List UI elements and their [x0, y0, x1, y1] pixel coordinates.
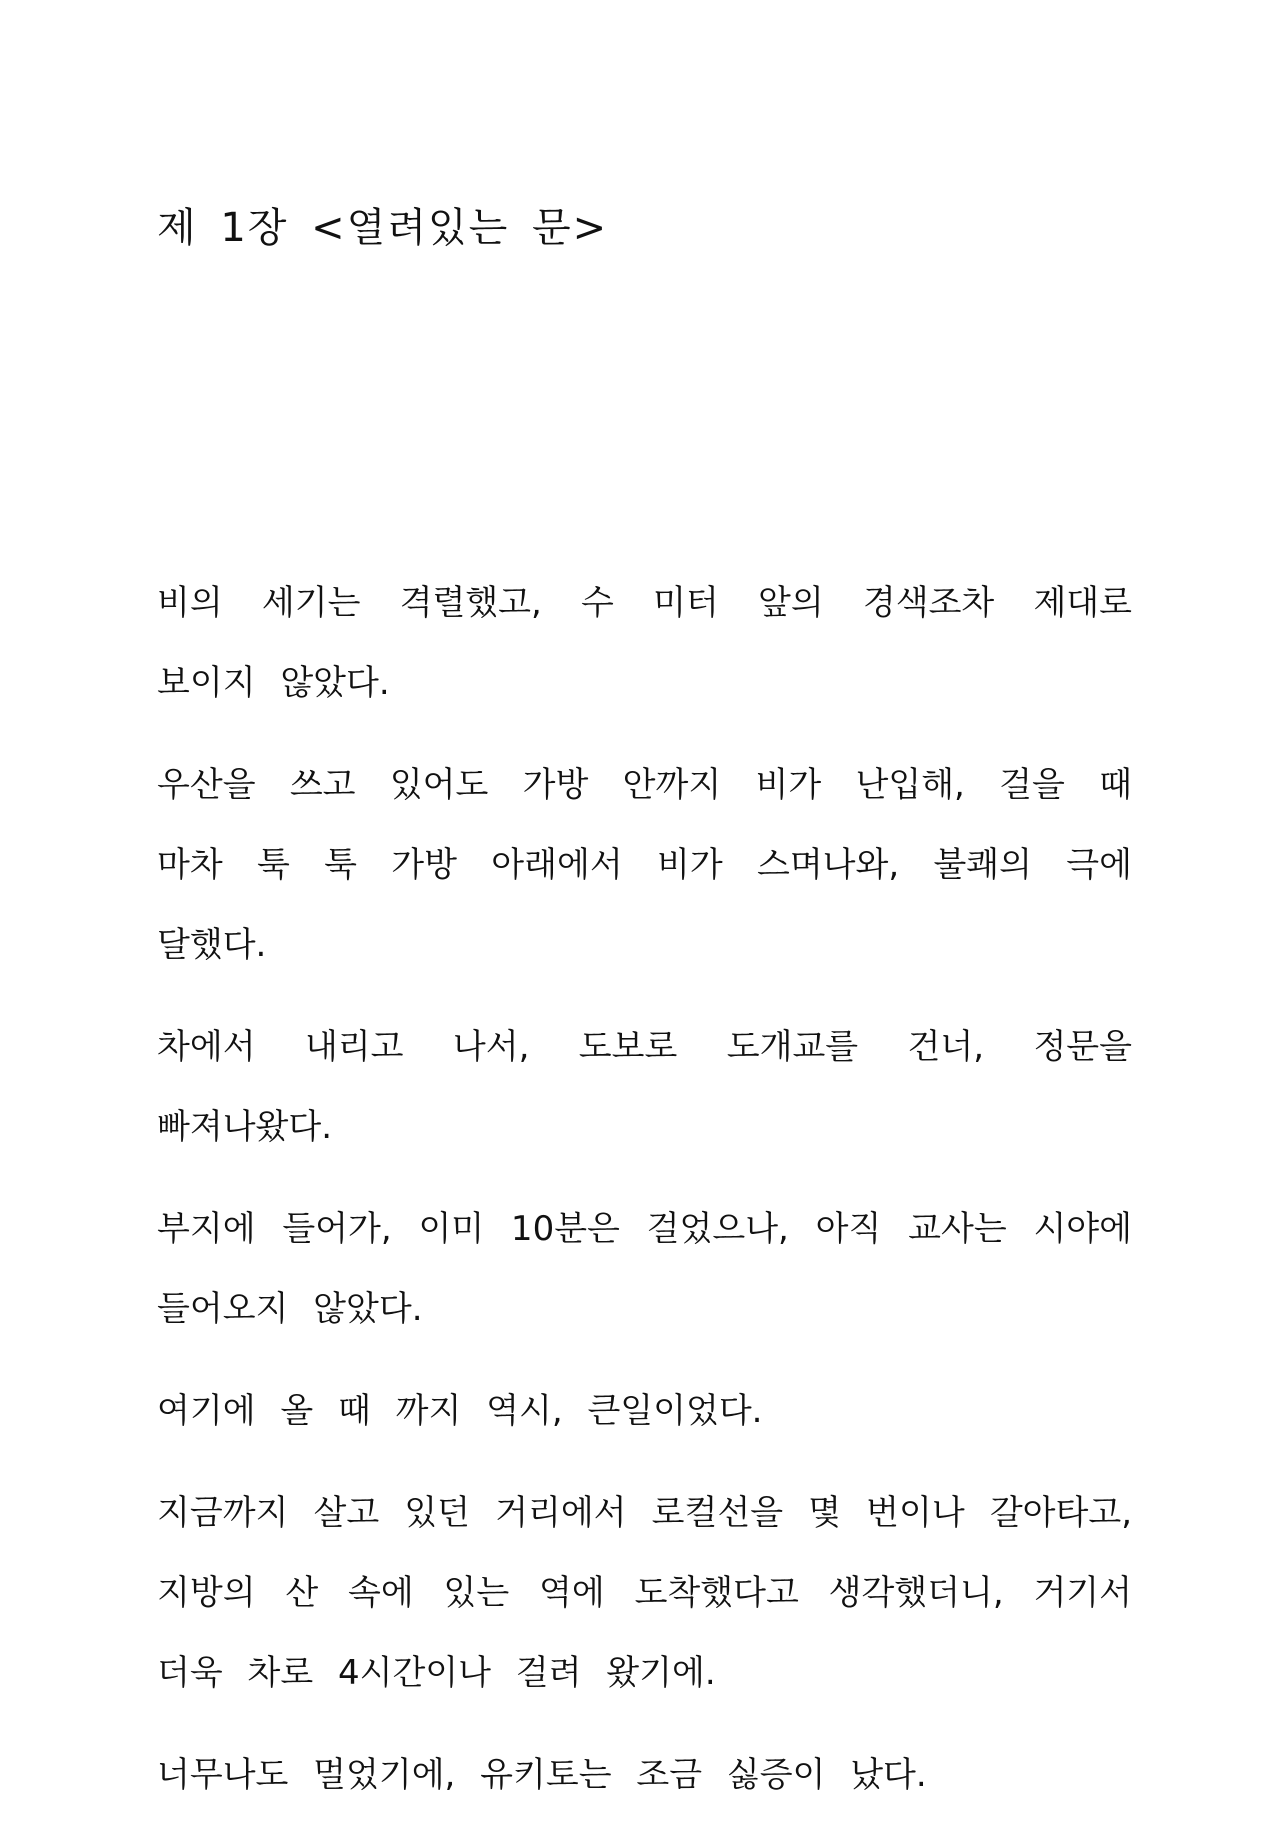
body-text	[157, 563, 1132, 1837]
paragraph-4: 부지에 들어가, 이미 10분은 걸었으나, 아직 교사는 시야에 들어오지 않았다.	[157, 1209, 1132, 1329]
paragraph-1: 비의 세기는 격렬했고, 수 미터 앞의 경색조차 제대로 보이지 않았다.	[157, 583, 1132, 703]
paragraph-2: 우산을 쓰고 있어도 가방 안까지 비가 난입해, 걸을 때 마차 툭 툭 가방 아래에서 비가 스며나와, 불쾌의 극에 달했다.	[157, 765, 1132, 965]
chapter-title: 제 1장 <열려있는 문>	[157, 205, 609, 251]
paragraph-3: 차에서 내리고 나서, 도보로 도개교를 건너, 정문을 빠져나왔다.	[157, 1027, 1132, 1147]
paragraph-6: 지금까지 살고 있던 거리에서 로컬선을 몇 번이나 갈아타고, 지방의 산 속에 있는 역에 도착했다고 생각했더니, 거기서 더욱 차로 4시간이나 걸려 왔기에.	[157, 1493, 1132, 1693]
paragraph-7: 너무나도 멀었기에, 유키토는 조금 싫증이 났다.	[157, 1755, 927, 1795]
paragraph-5: 여기에 올 때 까지 역시, 큰일이었다.	[157, 1391, 763, 1431]
